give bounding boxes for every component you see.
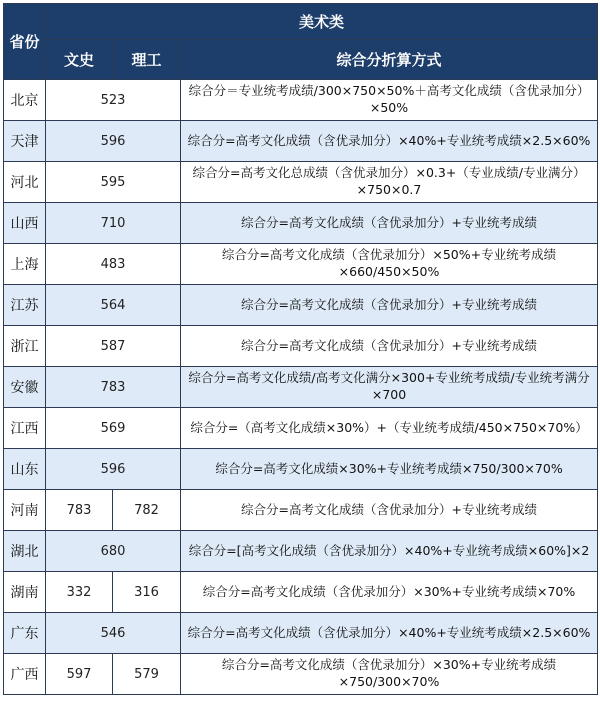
province-cell: 湖北 [4, 531, 46, 572]
province-cell: 湖南 [4, 572, 46, 613]
province-cell: 广西 [4, 654, 46, 695]
table-row [4, 80, 598, 121]
formula-cell: 综合分=高考文化成绩（含优录加分）×40%+专业统考成绩×2.5×60% [181, 121, 598, 162]
formula-cell: 综合分=高考文化成绩/高考文化满分×300+专业统考成绩/专业统考满分×700 [181, 367, 598, 408]
score-cell: 564 [46, 285, 181, 326]
formula-cell: 综合分=高考文化成绩（含优录加分）×50%+专业统考成绩×660/450×50% [181, 244, 598, 285]
li-score-cell: 579 [113, 654, 181, 695]
table-row [4, 572, 598, 613]
wen-header: 文史 [46, 40, 113, 80]
table-row [4, 449, 598, 490]
wen-score-cell: 597 [46, 654, 113, 695]
province-cell: 山西 [4, 203, 46, 244]
score-cell: 596 [46, 449, 181, 490]
score-cell: 546 [46, 613, 181, 654]
table-row [4, 326, 598, 367]
score-cell: 569 [46, 408, 181, 449]
province-header: 省份 [4, 4, 46, 80]
score-cell: 680 [46, 531, 181, 572]
formula-cell: 综合分=高考文化成绩（含优录加分）+专业统考成绩 [181, 285, 598, 326]
formula-cell: 综合分＝专业统考成绩/300×750×50%＋高考文化成绩（含优录加分）×50% [181, 80, 598, 121]
score-cell: 596 [46, 121, 181, 162]
province-cell: 北京 [4, 80, 46, 121]
table-row [4, 244, 598, 285]
province-cell: 河北 [4, 162, 46, 203]
province-cell: 山东 [4, 449, 46, 490]
wen-score-cell: 332 [46, 572, 113, 613]
table-row [4, 408, 598, 449]
score-cell: 595 [46, 162, 181, 203]
table-row [4, 162, 598, 203]
formula-header: 综合分折算方式 [181, 40, 598, 80]
table-row [4, 490, 598, 531]
province-cell: 天津 [4, 121, 46, 162]
province-cell: 江西 [4, 408, 46, 449]
province-cell: 河南 [4, 490, 46, 531]
li-score-cell: 782 [113, 490, 181, 531]
table-row [4, 285, 598, 326]
table-row [4, 121, 598, 162]
score-cell: 587 [46, 326, 181, 367]
formula-cell: 综合分=[高考文化成绩（含优录加分）×40%+专业统考成绩×60%]×2 [181, 531, 598, 572]
formula-cell: 综合分=高考文化成绩×30%+专业统考成绩×750/300×70% [181, 449, 598, 490]
province-cell: 广东 [4, 613, 46, 654]
table-row [4, 654, 598, 695]
li-score-cell: 316 [113, 572, 181, 613]
category-header: 美术类 [46, 4, 598, 40]
li-header: 理工 [113, 40, 181, 80]
province-cell: 上海 [4, 244, 46, 285]
wen-score-cell: 783 [46, 490, 113, 531]
formula-cell: 综合分=（高考文化成绩×30%）+（专业统考成绩/450×750×70%） [181, 408, 598, 449]
province-cell: 安徽 [4, 367, 46, 408]
table-row [4, 531, 598, 572]
score-cell: 783 [46, 367, 181, 408]
table-body [4, 80, 598, 695]
table-row [4, 203, 598, 244]
table-row [4, 613, 598, 654]
formula-cell: 综合分=高考文化总成绩（含优录加分）×0.3+（专业成绩/专业满分）×750×0.7 [181, 162, 598, 203]
formula-cell: 综合分=高考文化成绩（含优录加分）×40%+专业统考成绩×2.5×60% [181, 613, 598, 654]
art-score-table [3, 3, 598, 695]
score-cell: 523 [46, 80, 181, 121]
formula-cell: 综合分=高考文化成绩（含优录加分）×30%+专业统考成绩×750/300×70% [181, 654, 598, 695]
formula-cell: 综合分=高考文化成绩（含优录加分）×30%+专业统考成绩×70% [181, 572, 598, 613]
province-cell: 江苏 [4, 285, 46, 326]
score-cell: 710 [46, 203, 181, 244]
table-row [4, 367, 598, 408]
province-cell: 浙江 [4, 326, 46, 367]
formula-cell: 综合分=高考文化成绩（含优录加分）+专业统考成绩 [181, 326, 598, 367]
formula-cell: 综合分=高考文化成绩（含优录加分）+专业统考成绩 [181, 203, 598, 244]
formula-cell: 综合分=高考文化成绩（含优录加分）+专业统考成绩 [181, 490, 598, 531]
score-cell: 483 [46, 244, 181, 285]
